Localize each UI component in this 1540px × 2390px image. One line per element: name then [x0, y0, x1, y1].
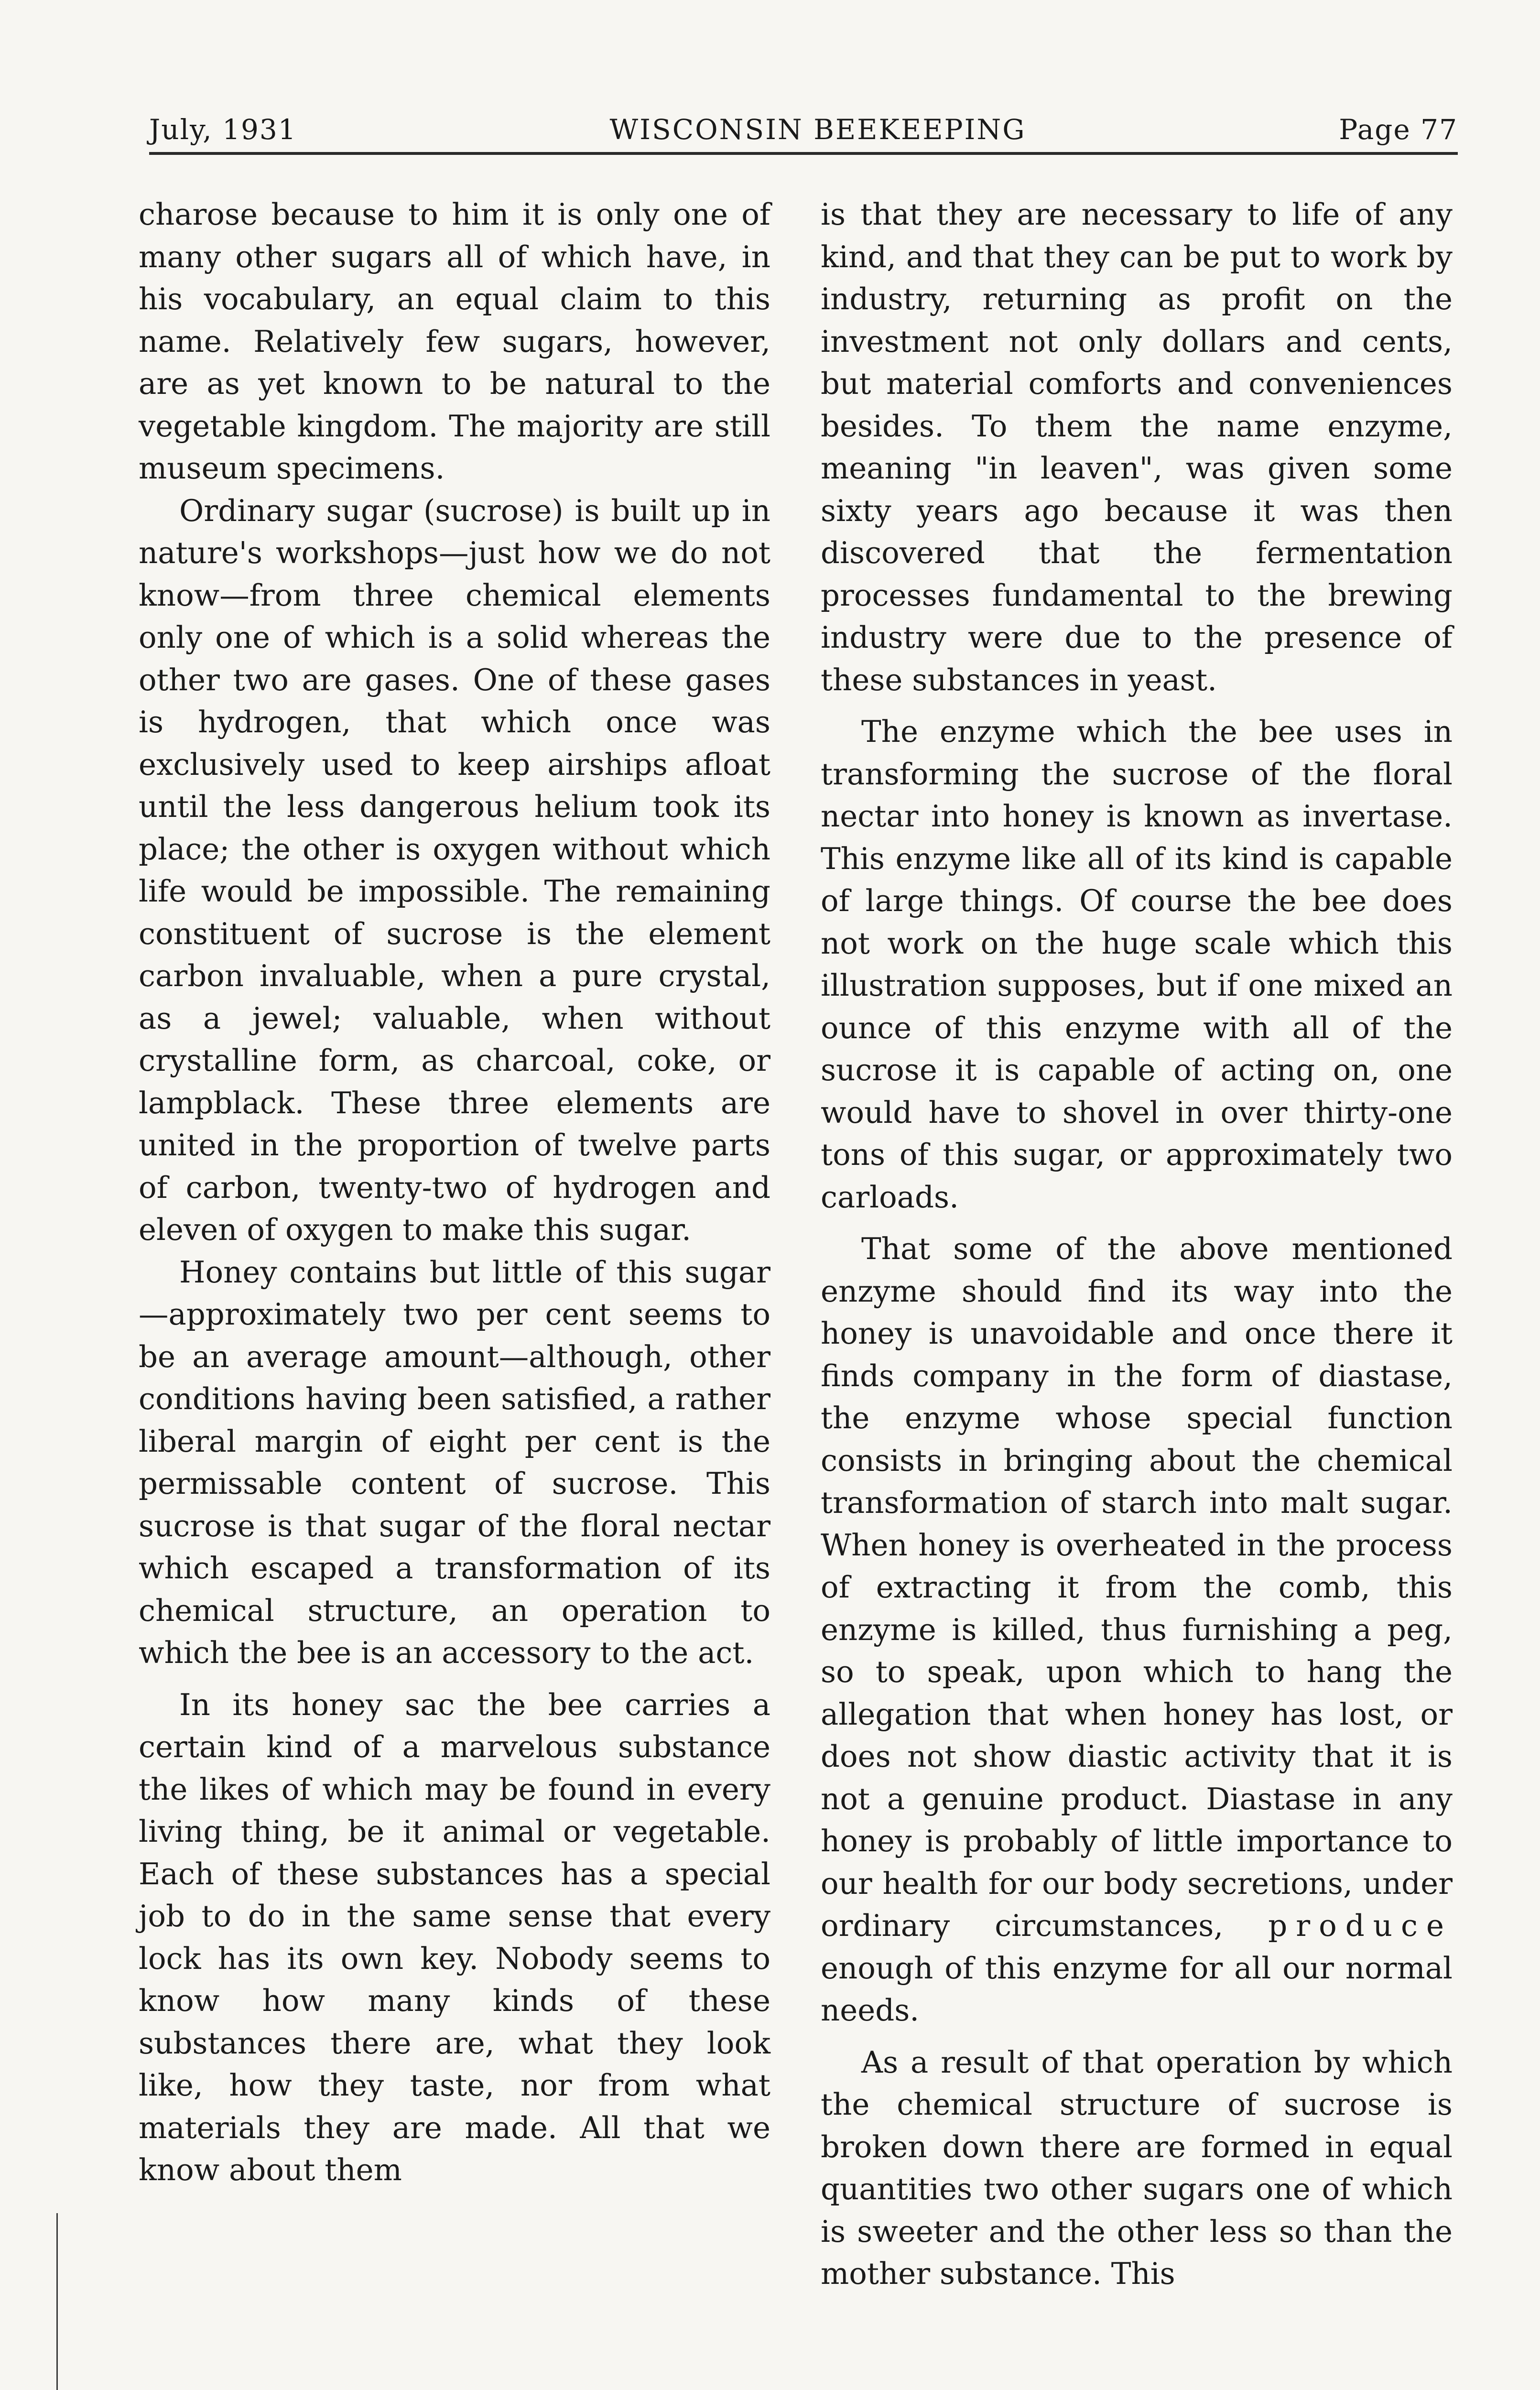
- paragraph-text: That some of the above mentioned enzyme should find its way into the honey is unavoidable and once there it finds company in the form of diastase, the enzyme whose special function consists in bringing about the chemical transformation of starch into malt sugar. When honey is overheated in the process of extracting it from the comb, this enzyme is killed, thus furnishing a peg, so to speak, upon which to hang the allegation that when honey has lost, or does not show diastic activity that it is not a genuine product. Diastase in any honey is probably of little importance to our health for our body secretions, under ordinary circumstances,: [821, 1231, 1453, 1943]
- header-rule: [149, 152, 1458, 155]
- paragraph: Honey contains but little of this sugar—approximately two per cent seems to be an average amount—although, other conditions having been satisfied, a rather liberal margin of eight per cent is the permissable content of sucrose. This sucrose is that sugar of the floral nectar which escaped a transformation of its chemical structure, an operation to which the bee is an accessory to the act.: [139, 1254, 770, 1670]
- paragraph: The enzyme which the bee uses in transforming the sucrose of the floral nectar into honey is known as invertase. This enzyme like all of its kind is capable of large things. Of course the bee does not work on the huge scale which this illustration supposes, but if one mixed an ounce of this enzyme with all of the sucrose it is capable of acting on, one would have to shovel in over thirty-one tons of this sugar, or approximately two carloads.: [821, 714, 1453, 1215]
- publication-title: WISCONSIN BEEKEEPING: [609, 113, 1026, 146]
- margin-mark: [56, 2213, 58, 2390]
- issue-date: July, 1931: [149, 113, 297, 146]
- paragraph: is that they are necessary to life of any kind, and that they can be put to work by industry, returning as profit on the investment not only dollars and cents, but material comforts and conveniences besides. To them the name enzyme, meaning "in leaven", was given some sixty years ago because it was then discovered that the fermentation processes fundamental to the brewing industry were due to the presence of these substances in yeast.: [821, 197, 1453, 697]
- spaced-word: produce: [1268, 1908, 1453, 1943]
- paragraph: As a result of that operation by which the chemical structure of sucrose is broken down there are formed in equal quantities two other sugars one of which is sweeter and the other less so than the mother substance. This: [821, 2044, 1453, 2291]
- left-column: [139, 194, 770, 2192]
- paragraph-text: enough of this enzyme for all our normal needs.: [821, 1950, 1453, 2028]
- paragraph: charose because to him it is only one of many other sugars all of which have, in his vocabulary, an equal claim to this name. Relatively few sugars, however, are as yet known to be natural to the vegetable kingdom. The majority are still museum specimens.: [139, 197, 770, 486]
- paragraph: [821, 1228, 1453, 2032]
- paragraph: Ordinary sugar (sucrose) is built up in nature's workshops—just how we do not know—from three chemical elements only one of which is a solid whereas the other two are gases. One of these gases is hydrogen, that which once was exclusively used to keep airships afloat until the less dangerous helium took its place; the other is oxygen without which life would be impossible. The remaining constituent of sucrose is the element carbon invaluable, when a pure crystal, as a jewel; valuable, when without crystalline form, as charcoal, coke, or lampblack. These three elements are united in the proportion of twelve parts of carbon, twenty-two of hydrogen and eleven of oxygen to make this sugar.: [139, 493, 770, 1247]
- right-column: [821, 194, 1453, 2295]
- page-number: Page 77: [1339, 113, 1458, 146]
- paragraph: In its honey sac the bee carries a certain kind of a marvelous substance the likes of which may be found in every living thing, be it animal or vegetable. Each of these substances has a special job to do in the same sense that every lock has its own key. Nobody seems to know how many kinds of these substances there are, what they look like, how they taste, nor from what materials they are made. All that we know about them: [139, 1687, 770, 2187]
- running-header: [149, 98, 1458, 146]
